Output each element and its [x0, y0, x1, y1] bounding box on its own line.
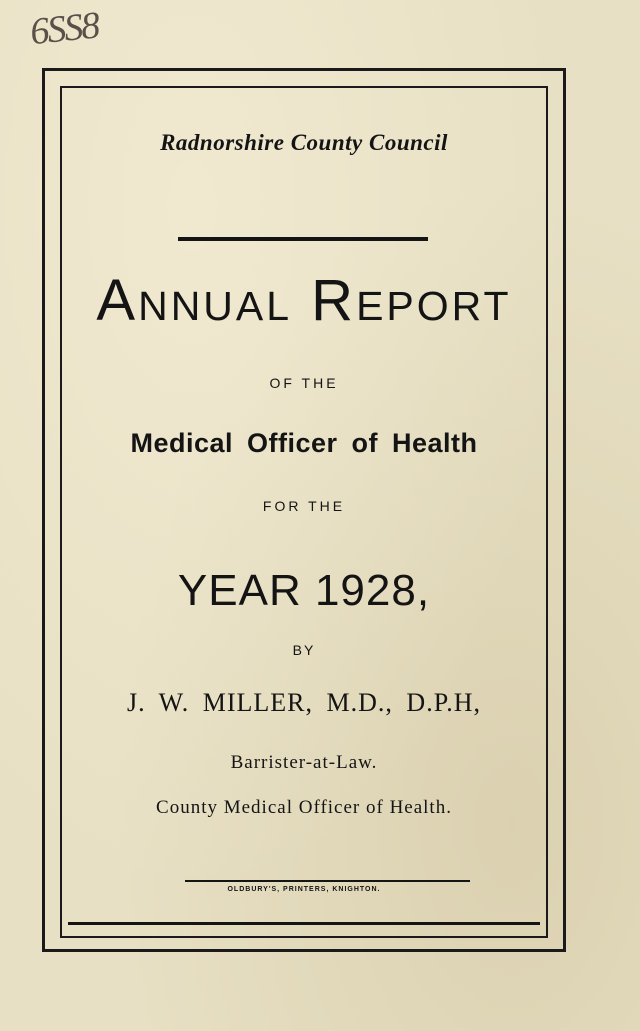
council-heading: Radnorshire County Council: [160, 130, 448, 155]
for-the-label: FOR THE: [262, 498, 346, 514]
by-label: BY: [292, 642, 316, 658]
report-title: Annual Report: [96, 268, 512, 333]
bottom-rule: [68, 922, 540, 925]
author-credential: Barrister-at-Law.: [230, 752, 378, 773]
title-divider-rule: [178, 237, 428, 241]
of-the-label: OF THE: [269, 375, 339, 391]
printer-rule: [185, 880, 470, 882]
author-position: County Medical Officer of Health.: [156, 797, 452, 818]
printer-imprint: OLDBURY'S, PRINTERS, KNIGHTON.: [227, 886, 381, 893]
report-year: YEAR 1928,: [177, 566, 431, 615]
author-name: J. W. MILLER, M.D., D.P.H,: [126, 688, 482, 717]
handwritten-catalog-mark: 6SS8: [28, 4, 101, 54]
officer-heading: Medical Officer of Health: [130, 428, 478, 458]
